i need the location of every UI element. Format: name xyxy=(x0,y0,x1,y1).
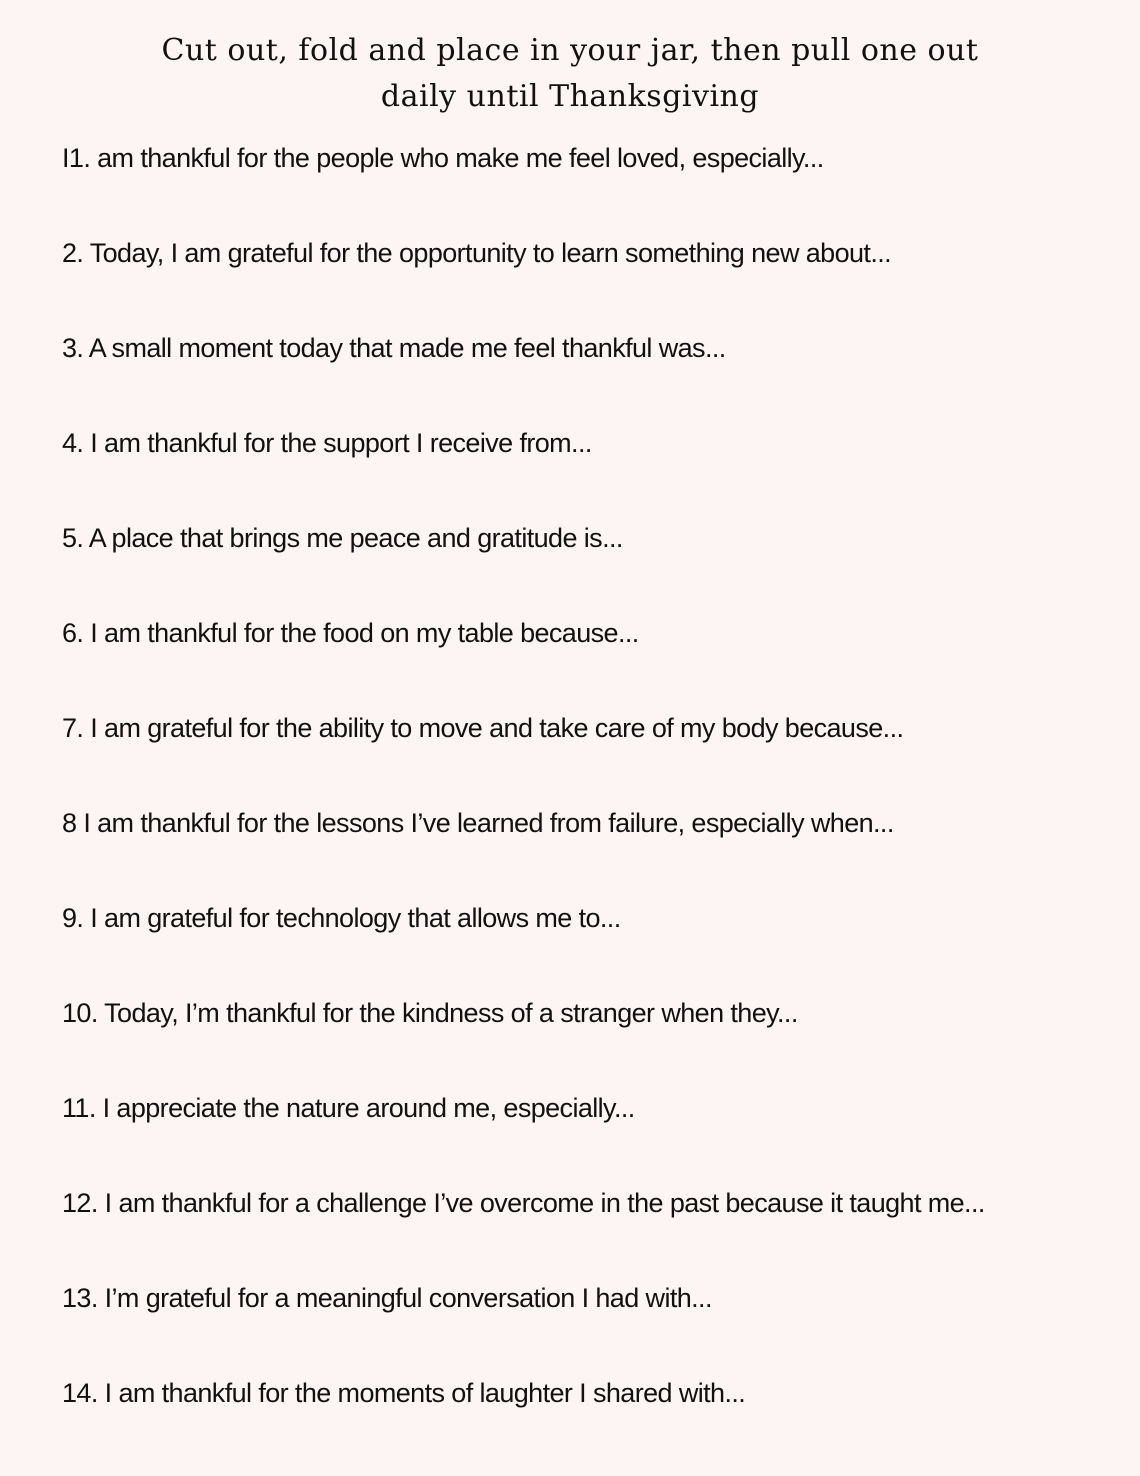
prompt-item-14: 14. I am thankful for the moments of laughter I shared with... xyxy=(62,1378,746,1408)
prompt-item-6: 6. I am thankful for the food on my table because... xyxy=(62,618,639,648)
prompt-item-8: 8 I am thankful for the lessons I’ve learned from failure, especially when... xyxy=(62,808,894,838)
prompt-list xyxy=(62,136,1122,1466)
page-title xyxy=(0,28,1140,120)
prompt-item-7: 7. I am grateful for the ability to move and take care of my body because... xyxy=(62,713,904,743)
prompt-item-5: 5. A place that brings me peace and gratitude is... xyxy=(62,523,623,553)
prompt-item-2: 2. Today, I am grateful for the opportunity to learn something new about... xyxy=(62,238,892,268)
prompt-item-9: 9. I am grateful for technology that allows me to... xyxy=(62,903,621,933)
prompt-item-12: 12. I am thankful for a challenge I’ve overcome in the past because it taught me... xyxy=(62,1188,985,1218)
title-line-1: Cut out, fold and place in your jar, then pull one out xyxy=(161,33,979,68)
prompt-item-3: 3. A small moment today that made me feel thankful was... xyxy=(62,333,726,363)
prompt-item-1: I1. am thankful for the people who make me feel loved, especially... xyxy=(62,143,824,173)
title-line-2: daily until Thanksgiving xyxy=(380,79,760,114)
prompt-item-4: 4. I am thankful for the support I receive from... xyxy=(62,428,592,458)
prompt-item-11: 11. I appreciate the nature around me, especially... xyxy=(62,1093,635,1123)
prompt-item-10: 10. Today, I’m thankful for the kindness of a stranger when they... xyxy=(62,998,798,1028)
prompt-item-13: 13. I’m grateful for a meaningful conversation I had with... xyxy=(62,1283,712,1313)
